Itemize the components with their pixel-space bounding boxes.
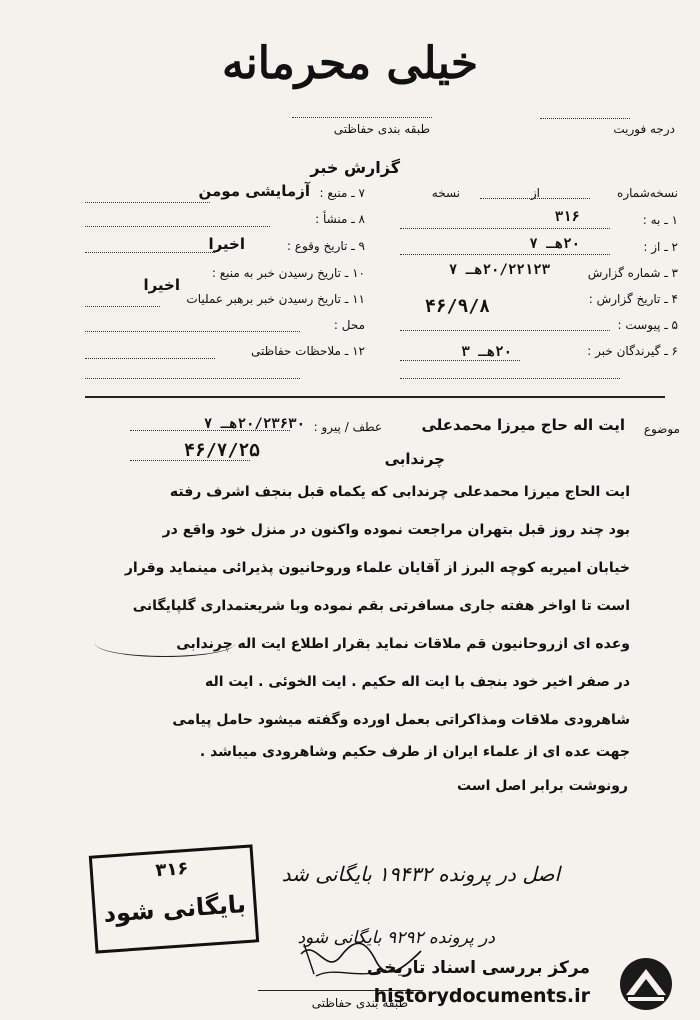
- handwritten-underline: [95, 630, 235, 657]
- attachment-label: ۵ ـ پیوست :: [617, 318, 678, 332]
- footer-website: historydocuments.ir: [373, 985, 590, 1007]
- reference-label: عطف / پیرو :: [313, 420, 382, 434]
- archive-logo-icon: [598, 955, 694, 1013]
- from-value: ۲۰هـ ۷: [529, 236, 580, 252]
- source-value: آزمایشی مومن: [198, 182, 310, 200]
- notes-label: ۱۲ ـ ملاحظات حفاظتی: [251, 344, 365, 358]
- recipients-value: ۲۰هـ ۳: [461, 344, 512, 360]
- source-label: ۷ ـ منبع :: [319, 186, 365, 200]
- section-divider: [85, 396, 665, 398]
- dotted-line: [85, 358, 215, 359]
- subject-line-1: ایت اله حاج میرزا محمدعلی: [421, 416, 625, 434]
- received-source-value: اخیرا: [143, 276, 180, 294]
- copy-note: رونوشت برابر اصل است: [457, 778, 628, 794]
- to-value: ۳۱۶: [554, 209, 580, 225]
- classification-label: طبقه بندی حفاظتی: [333, 122, 430, 136]
- received-source-label: ۱۰ ـ تاریخ رسیدن خبر به منبع :: [211, 266, 365, 280]
- archive-stamp: [89, 844, 259, 953]
- place-label: محل :: [333, 318, 365, 332]
- copy-label: نسخه: [431, 186, 460, 200]
- dotted-line: [85, 252, 215, 253]
- dotted-line: [85, 202, 210, 203]
- origin-label: ۸ ـ منشأ :: [315, 212, 365, 226]
- handwritten-note-1: اصل در پرونده ۱۹۴۳۲ بایگانی شد: [281, 862, 560, 886]
- from-field-label: ۲ ـ از :: [643, 240, 678, 254]
- dotted-line: [85, 378, 300, 379]
- report-date-label: ۴ ـ تاریخ گزارش :: [588, 292, 678, 306]
- dotted-line: [85, 331, 300, 332]
- report-label: گزارش خبر: [310, 158, 400, 177]
- body-line-5: وعده ای ازروحانیون قم ملاقات نماید بقرار اطلاع ایت اله چرندابی: [176, 636, 630, 652]
- page-title: خیلی محرمانه: [221, 38, 479, 89]
- occurrence-date-label: ۹ ـ تاریخ وقوع :: [286, 239, 365, 253]
- dotted-line: [130, 430, 290, 431]
- footer-classification-label: طبقه بندی حفاظتی: [311, 996, 408, 1010]
- reference-date: ۴۶/۷/۲۵: [184, 440, 260, 461]
- to-label: ۱ ـ به :: [642, 213, 678, 227]
- occurrence-date-value: اخیرا: [208, 235, 245, 253]
- dotted-line: [85, 226, 270, 227]
- dotted-line: [400, 228, 610, 229]
- body-line-1: ایت الحاج میرزا محمدعلی چرندابی که یکماه قبل بنجف اشرف رفته: [169, 484, 630, 500]
- stamp-text: بایگانی شود: [102, 890, 247, 928]
- dotted-line: [400, 378, 620, 379]
- subject-label: موضوع: [643, 422, 680, 436]
- copy-number-label: نسخه‌شماره: [617, 186, 678, 200]
- recipients-label: ۶ ـ گیرندگان خبر :: [587, 344, 678, 358]
- body-line-7: شاهرودی ملاقات ومذاکراتی بعمل اورده وگفته میشود حامل پیامی: [172, 712, 630, 728]
- reference-number: ۲۰/۲۳۶۳۰هـ ۷: [203, 416, 305, 432]
- report-number-value: ۲۰/۲۲۱۲۳هـ ۷: [448, 262, 550, 278]
- urgency-label: درجه فوریت: [613, 122, 675, 136]
- dotted-line: [400, 360, 520, 361]
- dotted-line: [130, 460, 250, 461]
- body-line-6: در صفر اخیر خود بنجف با ایت اله حکیم . ایت الخوئی . ایت اله: [204, 674, 630, 690]
- subject-line-2: چرندابی: [384, 450, 445, 468]
- urgency-dotted-line: [540, 118, 630, 119]
- body-line-4: است تا اواخر هفته جاری مسافرتی بقم نموده وبا شریعتمداری گلپایگانی: [132, 598, 630, 614]
- dotted-line: [85, 306, 160, 307]
- handwritten-note-2: در پرونده ۹۲۹۲ بایگانی شود: [297, 928, 495, 948]
- body-line-2: بود چند روز قبل بتهران مراجعت نموده واکنون در منزل خود واقع در: [162, 522, 630, 538]
- footer-organization: مرکز بررسی اسناد تاریخی: [367, 958, 590, 978]
- dotted-line: [400, 330, 610, 331]
- stamp-number: ۳۱۶: [154, 857, 190, 882]
- body-line-3: خیابان امیریه کوچه البرز از آقایان علماء وروحانیون پذیرائی مینماید وقرار: [124, 560, 630, 576]
- from-label: از: [530, 186, 540, 200]
- report-number-label: ۳ ـ شماره گزارش: [587, 266, 678, 280]
- dotted-line: [400, 254, 610, 255]
- body-line-8: جهت عده ای از علماء ایران از طرف حکیم وشاهرودی میباشد .: [199, 744, 630, 760]
- dotted-line: [480, 198, 590, 199]
- report-date-value: ۴۶/۹/۸: [424, 296, 490, 317]
- classification-dotted-line: [292, 117, 432, 118]
- received-ops-label: ۱۱ ـ تاریخ رسیدن خبر برهبر عملیات: [186, 292, 365, 306]
